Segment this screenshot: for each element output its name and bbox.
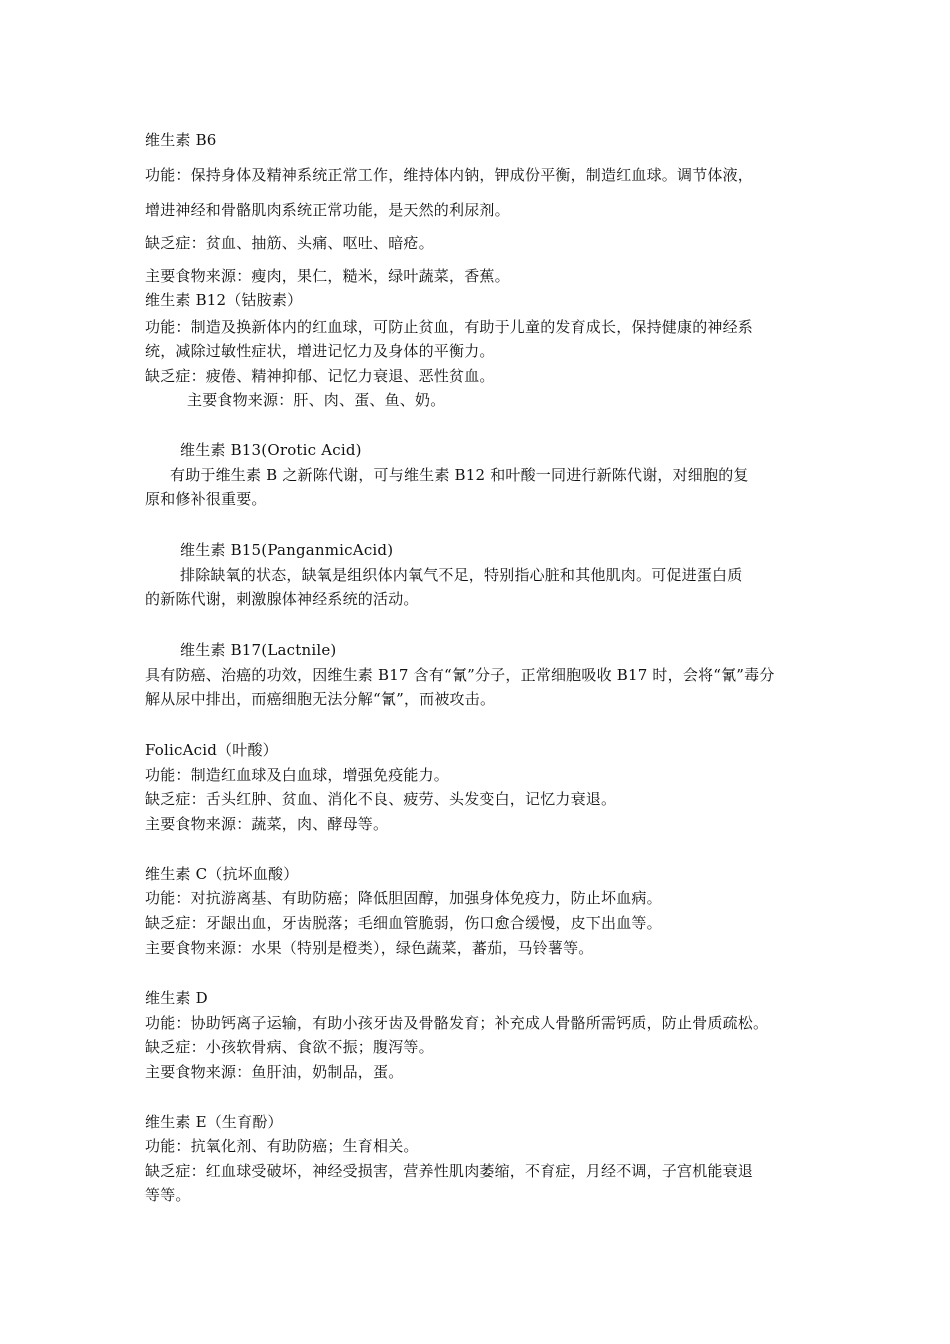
section-title-b13: 维生素 B13(Orotic Acid) (180, 441, 362, 459)
section-title-b6: 维生素 B6 (145, 131, 217, 149)
b12-sources: 主要食物来源：肝、肉、蛋、鱼、奶。 (187, 391, 446, 409)
e-function: 功能：抗氧化剂、有助防癌；生育相关。 (145, 1137, 419, 1155)
b15-desc-line-1: 排除缺氧的状态，缺氧是组织体内氧气不足，特别指心脏和其他肌肉。可促进蛋白质 (180, 566, 743, 584)
b6-deficiency: 缺乏症：贫血、抽筋、头痛、呕吐、暗疮。 (145, 234, 434, 252)
b6-function-line-1: 功能：保持身体及精神系统正常工作，维持体内钠，钾成份平衡，制造红血球。调节体液， (145, 166, 754, 184)
c-function: 功能：对抗游离基、有助防癌；降低胆固醇，加强身体免疫力，防止坏血病。 (145, 889, 662, 907)
d-sources: 主要食物来源：鱼肝油，奶制品，蛋。 (145, 1063, 404, 1081)
section-title-b17: 维生素 B17(Lactnile) (180, 641, 337, 659)
e-deficiency-line-2: 等等。 (145, 1186, 191, 1204)
b6-sources: 主要食物来源：瘦肉，果仁，糙米，绿叶蔬菜，香蕉。 (145, 267, 510, 285)
section-title-folic-acid: FolicAcid（叶酸） (145, 741, 278, 759)
b12-function-line-2: 统，减除过敏性症状，增进记忆力及身体的平衡力。 (145, 342, 495, 360)
b12-function-line-1: 功能：制造及换新体内的红血球，可防止贫血，有助于儿童的发育成长，保持健康的神经系 (145, 318, 754, 336)
folic-deficiency: 缺乏症：舌头红肿、贫血、消化不良、疲劳、头发变白，记忆力衰退。 (145, 790, 617, 808)
b6-function-line-2: 增进神经和骨骼肌肉系统正常功能，是天然的利尿剂。 (145, 201, 510, 219)
b15-desc-line-2: 的新陈代谢，刺激腺体神经系统的活动。 (145, 590, 419, 608)
e-deficiency-line-1: 缺乏症：红血球受破坏，神经受损害，营养性肌肉萎缩，不育症，月经不调，子宫机能衰退 (145, 1162, 754, 1180)
folic-sources: 主要食物来源：蔬菜，肉、酵母等。 (145, 815, 389, 833)
document-page (145, 0, 810, 1344)
d-deficiency: 缺乏症：小孩软骨病、食欲不振；腹泻等。 (145, 1038, 434, 1056)
b12-deficiency: 缺乏症：疲倦、精神抑郁、记忆力衰退、恶性贫血。 (145, 367, 495, 385)
b13-desc-line-2: 原和修补很重要。 (145, 490, 267, 508)
section-title-b12: 维生素 B12（钴胺素） (145, 291, 303, 309)
d-function: 功能：协助钙离子运输，有助小孩牙齿及骨骼发育；补充成人骨骼所需钙质，防止骨质疏松。 (145, 1014, 769, 1032)
b17-desc-line-2: 解从尿中排出，而癌细胞无法分解“氰”，而被攻击。 (145, 690, 496, 708)
c-deficiency: 缺乏症：牙龈出血，牙齿脱落；毛细血管脆弱，伤口愈合缓慢，皮下出血等。 (145, 914, 662, 932)
section-title-d: 维生素 D (145, 989, 208, 1007)
c-sources: 主要食物来源：水果（特别是橙类），绿色蔬菜，蕃茄，马铃薯等。 (145, 939, 594, 957)
section-title-b15: 维生素 B15(PanganmicAcid) (180, 541, 394, 559)
b13-desc-line-1: 有助于维生素 B 之新陈代谢，可与维生素 B12 和叶酸一同进行新陈代谢，对细胞的复 (170, 466, 749, 484)
section-title-c: 维生素 C（抗坏血酸） (145, 865, 299, 883)
folic-function: 功能：制造红血球及白血球，增强免疫能力。 (145, 766, 450, 784)
b17-desc-line-1: 具有防癌、治癌的功效，因维生素 B17 含有“氰”分子，正常细胞吸收 B17 时，会将“氰”毒分 (145, 666, 775, 684)
section-title-e: 维生素 E（生育酚） (145, 1113, 283, 1131)
